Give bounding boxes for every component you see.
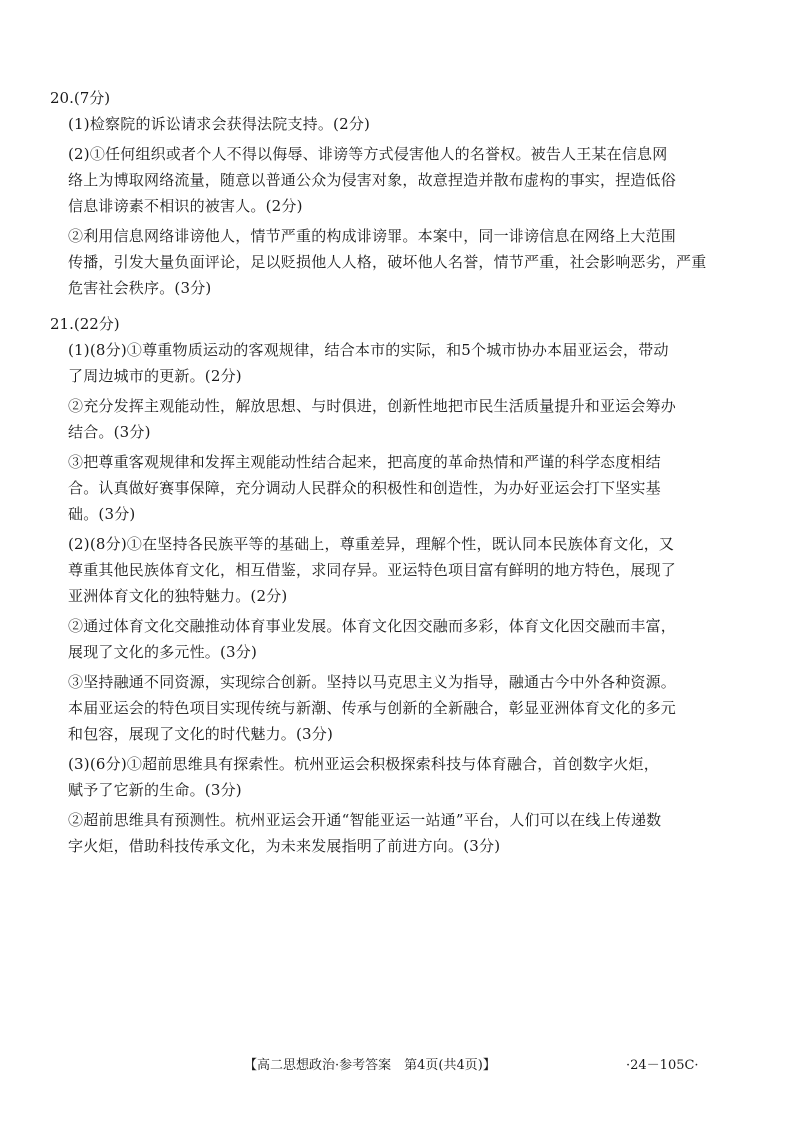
answer-paragraph <box>68 614 738 666</box>
answer-line: (1)检察院的诉讼请求会获得法院支持。(2分) <box>68 115 371 133</box>
answer-paragraph <box>68 752 738 804</box>
answer-line: 传播，引发大量负面评论，足以贬损他人人格，破坏他人名誉，情节严重，社会影响恶劣，严重 <box>68 253 707 271</box>
answer-line: 亚洲体育文化的独特魅力。(2分) <box>68 587 288 605</box>
answer-line: 字火炬，借助科技传承文化，为未来发展指明了前进方向。(3分) <box>68 837 501 855</box>
answer-paragraph <box>68 338 738 390</box>
page-footer <box>0 1054 800 1078</box>
answer-line: (1)(8分)①尊重物质运动的客观规律，结合本市的实际，和5个城市协办本届亚运会，带动 <box>68 341 669 359</box>
answer-line: 合。认真做好赛事保障，充分调动人民群众的积极性和创造性，为办好亚运会打下坚实基 <box>68 479 661 497</box>
answer-line: 赋予了它新的生命。(3分) <box>68 781 242 799</box>
answer-line: 信息诽谤素不相识的被害人。(2分) <box>68 197 303 215</box>
answer-paragraph <box>68 670 738 748</box>
answer-line: ③坚持融通不同资源，实现综合创新。坚持以马克思主义为指导，融通古今中外各种资源。 <box>68 673 677 691</box>
answer-line: 尊重其他民族体育文化，相互借鉴，求同存异。亚运特色项目富有鲜明的地方特色，展现了 <box>68 561 677 579</box>
answer-paragraph <box>68 532 738 610</box>
answer-paragraph <box>68 142 738 220</box>
footer-code: ·24－105C· <box>626 1058 699 1073</box>
answer-line: ②充分发挥主观能动性，解放思想、与时俱进，创新性地把市民生活质量提升和亚运会筹办 <box>68 397 677 415</box>
answer-line: (2)①任何组织或者个人不得以侮辱、诽谤等方式侵害他人的名誉权。被告人王某在信息网 <box>68 145 668 163</box>
answer-line: 结合。(3分) <box>68 423 151 441</box>
answer-line: ②超前思维具有预测性。杭州亚运会开通“智能亚运一站通”平台，人们可以在线上传递数 <box>68 811 662 829</box>
answer-line: ②通过体育文化交融推动体育事业发展。体育文化因交融而多彩，体育文化因交融而丰富， <box>68 617 677 635</box>
question-number: 20.(7分) <box>50 89 111 107</box>
answer-line: 展现了文化的多元性。(3分) <box>68 643 258 661</box>
answer-line: 和包容，展现了文化的时代魅力。(3分) <box>68 725 334 743</box>
question-1 <box>50 86 738 302</box>
answer-line: ②利用信息网络诽谤他人，情节严重的构成诽谤罪。本案中，同一诽谤信息在网络上大范围 <box>68 227 677 245</box>
answer-line: (3)(6分)①超前思维具有探索性。杭州亚运会积极探索科技与体育融合，首创数字火炬， <box>68 755 659 773</box>
answer-line: ③把尊重客观规律和发挥主观能动性结合起来，把高度的革命热情和严谨的科学态度相结 <box>68 453 661 471</box>
answer-line: (2)(8分)①在坚持各民族平等的基础上，尊重差异，理解个性，既认同本民族体育文化，又 <box>68 535 675 553</box>
answer-paragraph <box>68 112 738 138</box>
answer-content <box>50 86 738 864</box>
question-2 <box>50 312 738 860</box>
answer-line: 了周边城市的更新。(2分) <box>68 367 242 385</box>
answer-paragraph <box>68 808 738 860</box>
answer-line: 本届亚运会的特色项目实现传统与新潮、传承与创新的全新融合，彰显亚洲体育文化的多元 <box>68 699 677 717</box>
answer-paragraph <box>68 394 738 446</box>
question-number: 21.(22分) <box>50 315 120 333</box>
answer-line: 危害社会秩序。(3分) <box>68 279 212 297</box>
answer-paragraph <box>68 450 738 528</box>
footer-title: 【高二思想政治·参考答案 第4页(共4页)】 <box>244 1058 496 1073</box>
answer-paragraph <box>68 224 738 302</box>
answer-line: 础。(3分) <box>68 505 136 523</box>
answer-line: 络上为博取网络流量，随意以普通公众为侵害对象，故意捏造并散布虚构的事实，捏造低俗 <box>68 171 677 189</box>
